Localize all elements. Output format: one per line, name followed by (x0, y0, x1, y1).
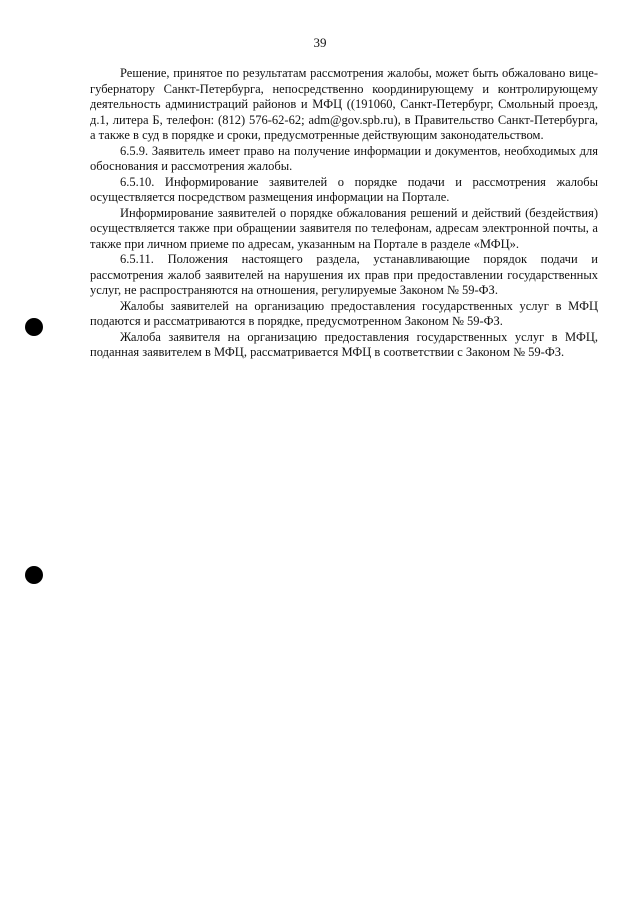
paragraph-appeal-decision: Решение, принятое по результатам рассмотрения жалобы, может быть обжаловано вице-губернатору Санкт-Петербурга, непосредственно координирующему и контролирующему деятельность администраций районов и МФЦ ((191060, Санкт-Петербург, Смольный проезд, д.1, литера Б, телефон: (812) 576-62-62; adm@gov.spb.ru), в Правительство Санкт-Петербурга, а также в суд в порядке и сроки, предусмотренные действующим законодательством. (90, 66, 598, 142)
binder-hole-top (25, 318, 43, 336)
paragraph-6-5-10: 6.5.10. Информирование заявителей о порядке подачи и рассмотрения жалобы осуществляется посредством размещения информации на Портале. (90, 174, 598, 204)
paragraph-6-5-11: 6.5.11. Положения настоящего раздела, устанавливающие порядок подачи и рассмотрения жалоб заявителей на нарушения их прав при предоставлении государственных услуг, не распространяются на отношения, регулируемые Законом № 59-ФЗ. (90, 252, 598, 297)
binder-hole-bottom (25, 566, 43, 584)
page-number: 39 (313, 35, 327, 50)
document-body (90, 66, 598, 361)
paragraph-complaints-mfc: Жалобы заявителей на организацию предоставления государственных услуг в МФЦ подаются и рассматриваются в порядке, предусмотренном Законом № 59-ФЗ. (90, 298, 598, 328)
paragraph-complaint-filed-in-mfc: Жалоба заявителя на организацию предоставления государственных услуг в МФЦ, поданная заявителем в МФЦ, рассматривается МФЦ в соответствии с Законом № 59-ФЗ. (90, 329, 598, 359)
paragraph-6-5-9: 6.5.9. Заявитель имеет право на получение информации и документов, необходимых для обоснования и рассмотрения жалобы. (90, 143, 598, 173)
paragraph-informing-appeal: Информирование заявителей о порядке обжалования решений и действий (бездействия) осуществляется также при обращении заявителя по телефонам, адресам электронной почты, а также при личном приеме по адресам, указанным на Портале в разделе «МФЦ». (90, 205, 598, 251)
